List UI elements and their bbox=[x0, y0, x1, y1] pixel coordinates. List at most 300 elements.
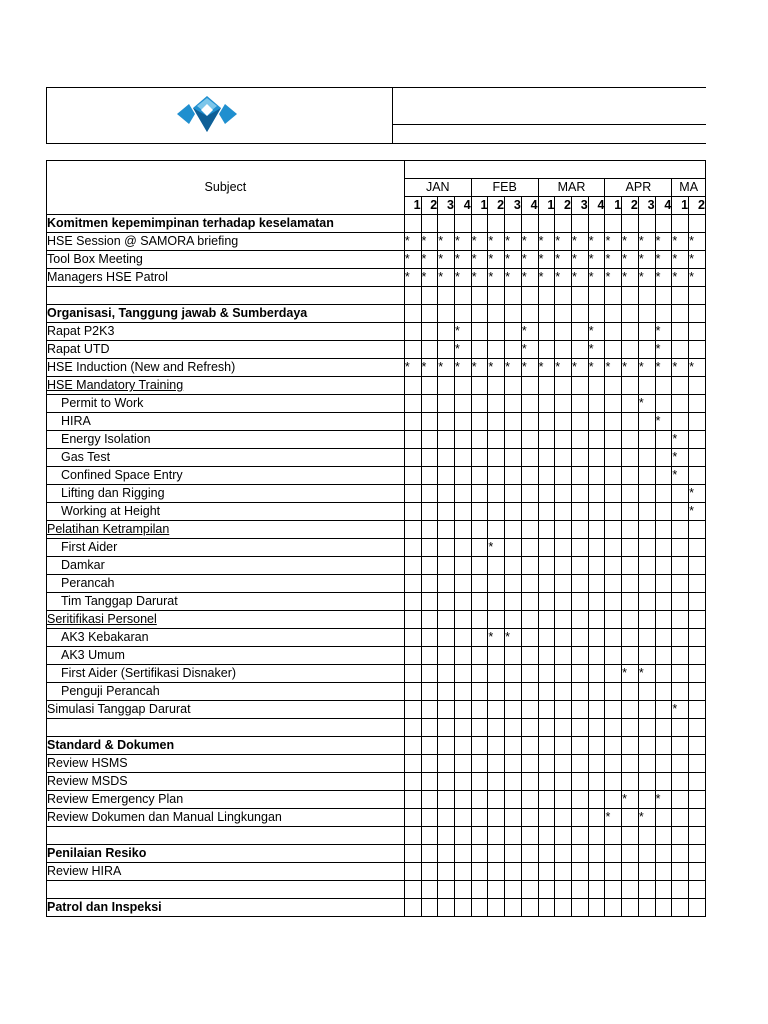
schedule-cell bbox=[588, 701, 605, 719]
schedule-cell bbox=[521, 287, 538, 305]
schedule-cell bbox=[638, 611, 655, 629]
schedule-cell bbox=[488, 413, 505, 431]
schedule-cell: * bbox=[622, 269, 639, 287]
schedule-cell bbox=[471, 791, 488, 809]
schedule-cell bbox=[555, 647, 572, 665]
schedule-cell bbox=[655, 395, 672, 413]
week-number: 1 bbox=[605, 197, 622, 215]
subject-label bbox=[47, 521, 405, 539]
schedule-cell bbox=[421, 881, 438, 899]
schedule-cell bbox=[672, 683, 689, 701]
schedule-cell bbox=[689, 737, 706, 755]
week-number: 1 bbox=[471, 197, 488, 215]
schedule-cell bbox=[421, 827, 438, 845]
schedule-cell bbox=[655, 665, 672, 683]
week-number: 4 bbox=[588, 197, 605, 215]
schedule-cell: * bbox=[538, 233, 555, 251]
schedule-cell bbox=[505, 845, 522, 863]
schedule-cell bbox=[538, 701, 555, 719]
schedule-cell bbox=[605, 737, 622, 755]
table-row bbox=[47, 323, 706, 341]
schedule-cell bbox=[521, 863, 538, 881]
schedule-cell bbox=[638, 881, 655, 899]
schedule-cell bbox=[538, 737, 555, 755]
schedule-cell bbox=[555, 881, 572, 899]
schedule-cell bbox=[655, 881, 672, 899]
schedule-cell bbox=[438, 629, 455, 647]
schedule-cell bbox=[471, 449, 488, 467]
schedule-cell bbox=[521, 467, 538, 485]
schedule-cell bbox=[572, 503, 589, 521]
schedule-cell bbox=[588, 899, 605, 917]
schedule-cell bbox=[454, 503, 471, 521]
schedule-cell bbox=[521, 647, 538, 665]
subject-label bbox=[47, 881, 405, 899]
schedule-cell bbox=[471, 377, 488, 395]
schedule-cell bbox=[555, 431, 572, 449]
table-row bbox=[47, 845, 706, 863]
schedule-cell bbox=[471, 719, 488, 737]
schedule-cell: * bbox=[655, 359, 672, 377]
schedule-cell bbox=[588, 593, 605, 611]
schedule-cell: * bbox=[588, 323, 605, 341]
schedule-cell bbox=[538, 323, 555, 341]
schedule-cell bbox=[488, 341, 505, 359]
schedule-cell bbox=[404, 467, 421, 485]
schedule-cell: * bbox=[521, 359, 538, 377]
schedule-cell bbox=[404, 593, 421, 611]
schedule-cell bbox=[421, 539, 438, 557]
schedule-cell bbox=[588, 485, 605, 503]
schedule-cell bbox=[622, 215, 639, 233]
subject-label bbox=[47, 377, 405, 395]
schedule-cell bbox=[438, 341, 455, 359]
schedule-cell bbox=[438, 557, 455, 575]
schedule-cell bbox=[538, 503, 555, 521]
schedule-cell bbox=[555, 449, 572, 467]
schedule-cell: * bbox=[454, 323, 471, 341]
schedule-cell bbox=[555, 683, 572, 701]
schedule-cell: * bbox=[505, 359, 522, 377]
schedule-cell: * bbox=[605, 359, 622, 377]
schedule-cell bbox=[471, 341, 488, 359]
schedule-cell bbox=[538, 557, 555, 575]
schedule-cell bbox=[572, 431, 589, 449]
schedule-cell bbox=[572, 521, 589, 539]
schedule-cell bbox=[555, 755, 572, 773]
schedule-cell bbox=[454, 701, 471, 719]
table-row bbox=[47, 539, 706, 557]
table-row bbox=[47, 791, 706, 809]
schedule-cell bbox=[454, 467, 471, 485]
schedule-cell: * bbox=[454, 341, 471, 359]
schedule-cell bbox=[605, 449, 622, 467]
schedule-cell bbox=[605, 683, 622, 701]
schedule-cell bbox=[471, 521, 488, 539]
schedule-cell bbox=[689, 629, 706, 647]
schedule-cell bbox=[421, 701, 438, 719]
schedule-cell bbox=[555, 377, 572, 395]
table-row bbox=[47, 233, 706, 251]
table-row bbox=[47, 629, 706, 647]
schedule-cell bbox=[572, 413, 589, 431]
schedule-cell bbox=[605, 341, 622, 359]
schedule-cell bbox=[454, 593, 471, 611]
schedule-cell bbox=[605, 665, 622, 683]
schedule-cell bbox=[538, 467, 555, 485]
schedule-cell bbox=[689, 827, 706, 845]
schedule-cell bbox=[421, 791, 438, 809]
schedule-cell bbox=[638, 791, 655, 809]
schedule-cell bbox=[638, 557, 655, 575]
week-number: 4 bbox=[521, 197, 538, 215]
schedule-cell bbox=[555, 827, 572, 845]
month-feb: FEB bbox=[471, 179, 538, 197]
schedule-cell bbox=[622, 557, 639, 575]
schedule-cell bbox=[505, 611, 522, 629]
table-row bbox=[47, 593, 706, 611]
schedule-cell: * bbox=[672, 701, 689, 719]
schedule-cell bbox=[622, 899, 639, 917]
week-number: 3 bbox=[505, 197, 522, 215]
schedule-cell bbox=[672, 629, 689, 647]
subject-label: First Aider bbox=[47, 539, 405, 557]
schedule-cell bbox=[438, 323, 455, 341]
schedule-cell: * bbox=[555, 233, 572, 251]
schedule-cell bbox=[655, 719, 672, 737]
schedule-cell bbox=[421, 665, 438, 683]
schedule-cell bbox=[454, 845, 471, 863]
schedule-cell bbox=[454, 665, 471, 683]
schedule-cell bbox=[471, 809, 488, 827]
schedule-cell bbox=[689, 773, 706, 791]
schedule-cell bbox=[404, 287, 421, 305]
schedule-cell bbox=[689, 341, 706, 359]
schedule-cell bbox=[572, 701, 589, 719]
schedule-cell bbox=[454, 737, 471, 755]
schedule-cell bbox=[505, 557, 522, 575]
schedule-cell bbox=[404, 683, 421, 701]
schedule-cell bbox=[421, 377, 438, 395]
schedule-cell bbox=[454, 647, 471, 665]
schedule-cell bbox=[404, 539, 421, 557]
schedule-cell: * bbox=[555, 251, 572, 269]
schedule-cell bbox=[638, 683, 655, 701]
schedule-cell bbox=[488, 593, 505, 611]
schedule-cell bbox=[689, 413, 706, 431]
schedule-cell bbox=[521, 737, 538, 755]
schedule-cell bbox=[488, 287, 505, 305]
schedule-cell bbox=[488, 467, 505, 485]
schedule-cell bbox=[438, 287, 455, 305]
schedule-cell bbox=[488, 305, 505, 323]
schedule-cell bbox=[588, 395, 605, 413]
subject-label: Review HSMS bbox=[47, 755, 405, 773]
schedule-cell bbox=[622, 377, 639, 395]
schedule-cell bbox=[521, 719, 538, 737]
table-row bbox=[47, 521, 706, 539]
schedule-cell bbox=[689, 575, 706, 593]
schedule-cell bbox=[605, 845, 622, 863]
schedule-cell bbox=[622, 575, 639, 593]
schedule-cell bbox=[404, 305, 421, 323]
schedule-cell bbox=[672, 791, 689, 809]
schedule-cell: * bbox=[655, 791, 672, 809]
schedule-cell bbox=[655, 701, 672, 719]
schedule-cell bbox=[538, 683, 555, 701]
schedule-cell bbox=[588, 521, 605, 539]
schedule-cell bbox=[605, 377, 622, 395]
schedule-cell bbox=[404, 791, 421, 809]
schedule-cell bbox=[689, 377, 706, 395]
schedule-cell bbox=[421, 629, 438, 647]
schedule-cell bbox=[505, 485, 522, 503]
subject-label: Simulasi Tanggap Darurat bbox=[47, 701, 405, 719]
schedule-cell bbox=[421, 575, 438, 593]
schedule-cell bbox=[605, 701, 622, 719]
schedule-cell bbox=[505, 539, 522, 557]
schedule-cell bbox=[438, 881, 455, 899]
week-number: 3 bbox=[572, 197, 589, 215]
week-number: 2 bbox=[689, 197, 706, 215]
schedule-cell bbox=[521, 539, 538, 557]
schedule-cell bbox=[438, 431, 455, 449]
schedule-cell: * bbox=[404, 359, 421, 377]
schedule-cell bbox=[605, 395, 622, 413]
schedule-cell bbox=[404, 503, 421, 521]
schedule-cell bbox=[555, 593, 572, 611]
table-row bbox=[47, 737, 706, 755]
schedule-cell bbox=[555, 701, 572, 719]
schedule-cell bbox=[471, 773, 488, 791]
schedule-cell bbox=[488, 863, 505, 881]
schedule-cell bbox=[655, 629, 672, 647]
schedule-cell bbox=[521, 809, 538, 827]
hse-schedule-table bbox=[46, 160, 706, 917]
schedule-cell bbox=[538, 899, 555, 917]
schedule-cell bbox=[454, 413, 471, 431]
schedule-cell bbox=[672, 377, 689, 395]
schedule-cell: * bbox=[638, 809, 655, 827]
schedule-cell bbox=[655, 827, 672, 845]
schedule-cell bbox=[521, 449, 538, 467]
schedule-cell bbox=[622, 485, 639, 503]
schedule-cell bbox=[521, 215, 538, 233]
schedule-cell bbox=[471, 845, 488, 863]
schedule-cell bbox=[638, 755, 655, 773]
schedule-cell: * bbox=[605, 251, 622, 269]
schedule-cell bbox=[538, 719, 555, 737]
table-row bbox=[47, 575, 706, 593]
schedule-cell bbox=[638, 215, 655, 233]
schedule-cell bbox=[605, 431, 622, 449]
schedule-cell bbox=[488, 503, 505, 521]
schedule-cell bbox=[605, 755, 622, 773]
schedule-cell bbox=[605, 557, 622, 575]
schedule-cell bbox=[454, 431, 471, 449]
schedule-cell bbox=[538, 521, 555, 539]
schedule-cell bbox=[454, 611, 471, 629]
schedule-cell bbox=[555, 791, 572, 809]
schedule-cell bbox=[605, 215, 622, 233]
schedule-cell bbox=[555, 305, 572, 323]
subject-label bbox=[47, 719, 405, 737]
schedule-cell bbox=[655, 431, 672, 449]
schedule-cell: * bbox=[689, 503, 706, 521]
schedule-cell bbox=[471, 737, 488, 755]
schedule-cell bbox=[454, 539, 471, 557]
week-number: 1 bbox=[404, 197, 421, 215]
schedule-cell bbox=[655, 503, 672, 521]
table-row bbox=[47, 773, 706, 791]
subject-label: Review MSDS bbox=[47, 773, 405, 791]
schedule-cell bbox=[689, 557, 706, 575]
schedule-cell bbox=[521, 503, 538, 521]
schedule-cell bbox=[438, 467, 455, 485]
schedule-cell bbox=[622, 323, 639, 341]
schedule-cell bbox=[404, 827, 421, 845]
schedule-cell bbox=[638, 341, 655, 359]
schedule-cell: * bbox=[521, 323, 538, 341]
schedule-cell bbox=[622, 395, 639, 413]
subject-label-text: Pelatihan Ketrampilan bbox=[47, 522, 170, 536]
schedule-cell bbox=[655, 863, 672, 881]
schedule-cell bbox=[572, 665, 589, 683]
schedule-cell bbox=[689, 287, 706, 305]
schedule-cell bbox=[471, 629, 488, 647]
header-box bbox=[46, 87, 706, 144]
schedule-cell bbox=[404, 647, 421, 665]
schedule-cell bbox=[588, 863, 605, 881]
schedule-cell bbox=[521, 413, 538, 431]
schedule-cell bbox=[505, 341, 522, 359]
schedule-cell bbox=[505, 503, 522, 521]
schedule-cell bbox=[421, 737, 438, 755]
subject-label: Perancah bbox=[47, 575, 405, 593]
schedule-cell bbox=[672, 215, 689, 233]
schedule-cell bbox=[404, 323, 421, 341]
schedule-cell bbox=[572, 593, 589, 611]
schedule-cell bbox=[538, 755, 555, 773]
schedule-cell bbox=[622, 449, 639, 467]
schedule-cell bbox=[572, 395, 589, 413]
schedule-cell: * bbox=[421, 233, 438, 251]
schedule-cell bbox=[521, 575, 538, 593]
schedule-cell bbox=[488, 719, 505, 737]
table-row bbox=[47, 557, 706, 575]
schedule-cell bbox=[588, 827, 605, 845]
schedule-cell: * bbox=[689, 359, 706, 377]
schedule-cell bbox=[605, 863, 622, 881]
schedule-cell bbox=[655, 683, 672, 701]
schedule-cell bbox=[404, 719, 421, 737]
schedule-cell bbox=[454, 755, 471, 773]
schedule-cell bbox=[538, 539, 555, 557]
header-divider-line bbox=[393, 124, 706, 125]
schedule-cell bbox=[438, 593, 455, 611]
schedule-cell bbox=[505, 287, 522, 305]
schedule-cell bbox=[655, 467, 672, 485]
schedule-cell bbox=[488, 431, 505, 449]
schedule-cell bbox=[572, 755, 589, 773]
schedule-cell bbox=[538, 305, 555, 323]
schedule-cell bbox=[521, 485, 538, 503]
schedule-cell: * bbox=[572, 233, 589, 251]
schedule-cell bbox=[655, 647, 672, 665]
schedule-cell bbox=[638, 413, 655, 431]
schedule-cell bbox=[488, 809, 505, 827]
schedule-cell: * bbox=[404, 233, 421, 251]
schedule-cell bbox=[505, 881, 522, 899]
schedule-cell bbox=[605, 485, 622, 503]
schedule-cell: * bbox=[689, 485, 706, 503]
schedule-cell bbox=[572, 737, 589, 755]
schedule-cell bbox=[505, 773, 522, 791]
schedule-cell bbox=[438, 611, 455, 629]
schedule-cell bbox=[689, 467, 706, 485]
schedule-cell bbox=[622, 719, 639, 737]
schedule-cell bbox=[421, 431, 438, 449]
schedule-cell bbox=[421, 467, 438, 485]
schedule-cell bbox=[471, 701, 488, 719]
schedule-cell bbox=[538, 809, 555, 827]
subject-label: AK3 Kebakaran bbox=[47, 629, 405, 647]
schedule-cell bbox=[555, 395, 572, 413]
subject-label: Rapat UTD bbox=[47, 341, 405, 359]
week-number: 1 bbox=[538, 197, 555, 215]
schedule-cell bbox=[572, 557, 589, 575]
schedule-cell bbox=[471, 395, 488, 413]
schedule-cell bbox=[521, 521, 538, 539]
subject-label: Organisasi, Tanggung jawab & Sumberdaya bbox=[47, 305, 405, 323]
schedule-cell bbox=[488, 377, 505, 395]
schedule-cell bbox=[421, 503, 438, 521]
schedule-cell bbox=[572, 449, 589, 467]
subject-label-text: Seritifikasi Personel bbox=[47, 612, 157, 626]
subject-label: Working at Height bbox=[47, 503, 405, 521]
schedule-cell bbox=[438, 845, 455, 863]
schedule-cell bbox=[421, 557, 438, 575]
schedule-cell bbox=[572, 377, 589, 395]
schedule-cell bbox=[471, 647, 488, 665]
schedule-cell bbox=[638, 737, 655, 755]
schedule-cell: * bbox=[471, 251, 488, 269]
schedule-cell bbox=[438, 539, 455, 557]
schedule-cell bbox=[538, 413, 555, 431]
schedule-cell bbox=[655, 737, 672, 755]
table-row bbox=[47, 809, 706, 827]
schedule-cell bbox=[588, 215, 605, 233]
schedule-cell bbox=[572, 647, 589, 665]
month-apr: APR bbox=[605, 179, 672, 197]
schedule-cell bbox=[521, 593, 538, 611]
schedule-cell bbox=[689, 215, 706, 233]
schedule-cell bbox=[421, 449, 438, 467]
week-number: 2 bbox=[421, 197, 438, 215]
schedule-cell bbox=[438, 305, 455, 323]
schedule-cell: * bbox=[588, 251, 605, 269]
schedule-cell bbox=[555, 809, 572, 827]
schedule-cell bbox=[488, 881, 505, 899]
schedule-cell bbox=[471, 215, 488, 233]
schedule-cell bbox=[588, 665, 605, 683]
schedule-cell bbox=[488, 395, 505, 413]
table-row bbox=[47, 719, 706, 737]
schedule-cell bbox=[454, 827, 471, 845]
schedule-cell: * bbox=[638, 395, 655, 413]
table-row bbox=[47, 269, 706, 287]
schedule-cell bbox=[454, 449, 471, 467]
